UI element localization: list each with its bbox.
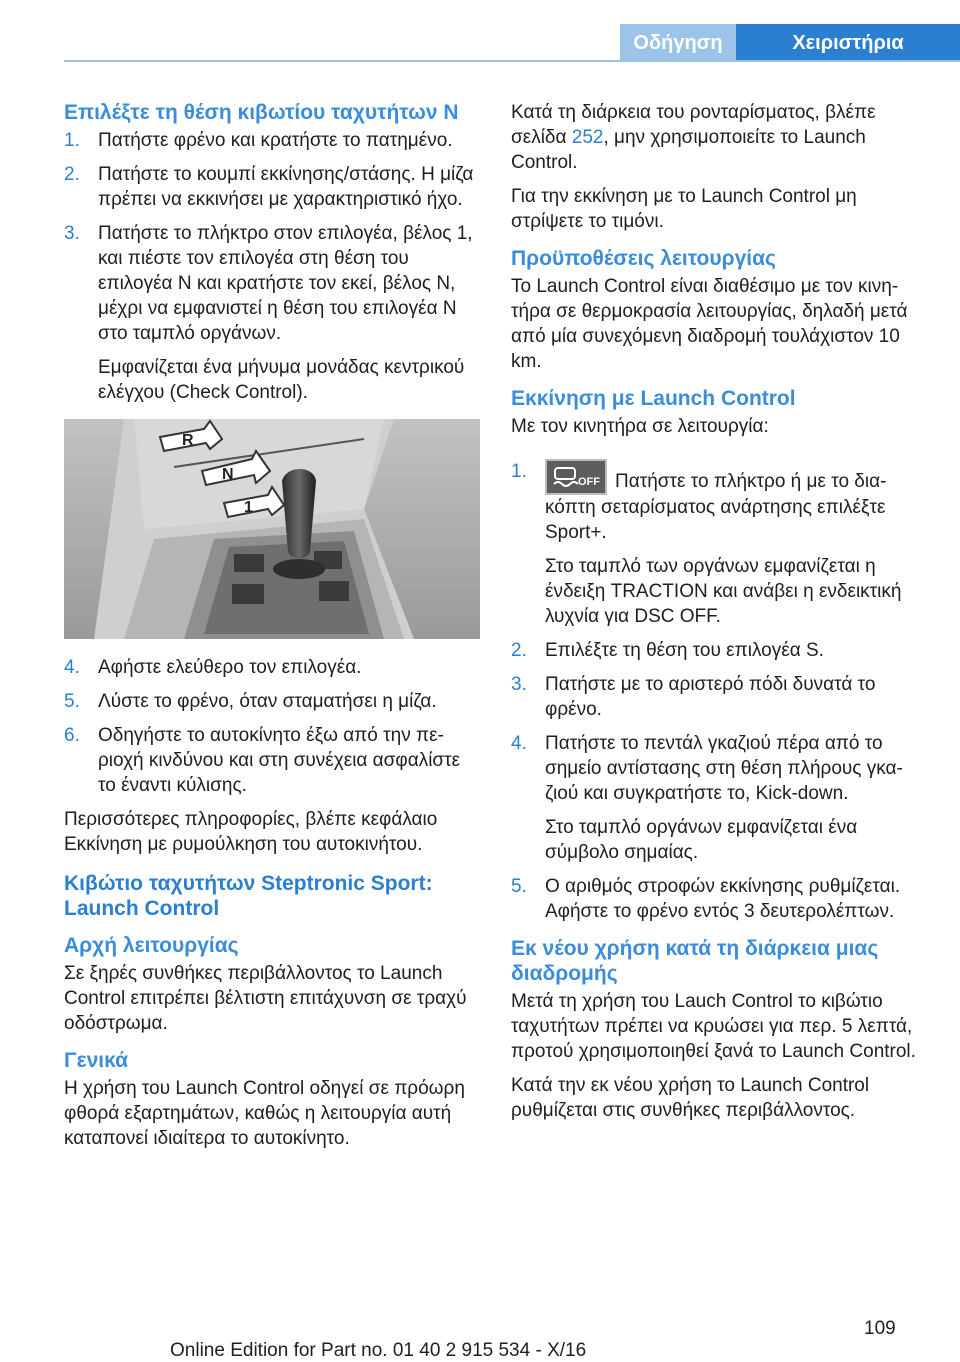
- step-text: Πατήστε φρένο και κρατήστε το πατημένο.: [98, 130, 453, 151]
- step-text: Πατήστε το πεντάλ γκαζιού πέρα από το σημείο αντίστασης στη θέση πλήρους γκαζιού και συγκρατήστε το, Kick-down.: [545, 733, 903, 804]
- list-item: [511, 672, 929, 722]
- step-subtext: Εμφανίζεται ένα μήνυμα μονάδας κεντρικού ελέγχου (Check Control).: [98, 357, 465, 403]
- left-column: [64, 100, 480, 1160]
- heading-start-launch: Εκκίνηση με Launch Control: [511, 387, 796, 410]
- footer-edition: Online Edition for Part no. 01 40 2 915 534 - X/16: [170, 1340, 587, 1361]
- step-text: Πατήστε με το αριστερό πόδι δυνατά το φρένο.: [545, 674, 876, 720]
- step-number: 1.: [64, 130, 80, 151]
- list-item: [64, 162, 480, 212]
- step-text: Οδηγήστε το αυτοκίνητο έξω από την περιοχή κινδύνου και στη συνέχεια ασφαλίστε το έναντι κύλισης.: [98, 725, 461, 796]
- principle-text: Σε ξηρές συνθήκες περιβάλλοντος το Launch Control επιτρέπει βέλτιστη επιτάχυνση σε τραχύ οδόστρωμα.: [64, 963, 467, 1034]
- launch-steps-list: [511, 459, 929, 924]
- start-text: Με τον κινητήρα σε λειτουργία:: [511, 416, 769, 437]
- step-text: Επιλέξτε τη θέση του επιλογέα S.: [545, 640, 824, 661]
- page-header: [0, 0, 960, 62]
- label-n: N: [222, 466, 234, 483]
- step-text: Πατήστε το κουμπί εκκίνησης/στάσης. Η μίζα πρέπει να εκκινήσει με χαρακτηριστικό ήχο.: [98, 164, 474, 210]
- step-number: 3.: [64, 223, 80, 244]
- step-number: 3.: [511, 674, 527, 695]
- step-number: 5.: [511, 876, 527, 897]
- prerequisites-text: Το Launch Control είναι διαθέσιμο με τον κινητήρα σε θερμοκρασία λειτουργίας, δηλαδή μετά από μία συνεχόμενη διαδρομή τουλάχιστον 10 km.: [511, 276, 908, 372]
- list-item: [64, 128, 480, 153]
- break-in-text: [511, 100, 929, 175]
- break-in-text-b: , μην χρησιμοποιείτε το Launch Control.: [511, 127, 866, 173]
- heading-general: Γενικά: [64, 1049, 129, 1072]
- steps-list-1: [64, 128, 480, 405]
- tab-controls[interactable]: Χειριστήρια: [736, 24, 960, 62]
- list-item: [64, 689, 480, 714]
- header-divider: [64, 60, 960, 62]
- more-info-text: Περισσότερες πληροφορίες, βλέπε κεφάλαιο Εκκίνηση με ρυμούλκηση του αυτοκινήτου.: [64, 809, 438, 855]
- step-number: 2.: [64, 164, 80, 185]
- step-number: 6.: [64, 725, 80, 746]
- right-column: [511, 100, 929, 1132]
- dsc-off-button-icon: [545, 459, 607, 495]
- label-1: 1: [244, 499, 253, 516]
- heading-reuse: Εκ νέου χρήση κατά τη διάρκεια μιας διαδρομής: [511, 937, 879, 985]
- break-in-text-a: Κατά τη διάρκεια του ρονταρίσματος, βλέπε σελίδα: [511, 102, 876, 148]
- list-item: [64, 723, 480, 798]
- label-r: R: [182, 432, 194, 449]
- page-number: 109: [864, 1318, 896, 1339]
- tab-driving[interactable]: Οδήγηση: [620, 24, 736, 62]
- step-number: 1.: [511, 461, 527, 482]
- list-item: [511, 459, 929, 629]
- step-text: Πατήστε το πλήκτρο ή με το διακόπτη σεταρίσματος ανάρτησης επιλέξτε Sport+.: [545, 471, 887, 543]
- steering-text: Για την εκκίνηση με το Launch Control μη στρίψετε το τιμόνι.: [511, 186, 857, 232]
- steps-list-2: [64, 655, 480, 798]
- step-number: 5.: [64, 691, 80, 712]
- list-item: [64, 221, 480, 405]
- heading-prerequisites: Προϋποθέσεις λειτουργίας: [511, 247, 776, 270]
- step-number: 4.: [64, 657, 80, 678]
- reuse-text-1: Μετά τη χρήση του Lauch Control το κιβώτιο ταχυτήτων πρέπει να κρυώσει για περ. 5 λεπτά, προτού χρησιμοποιηθεί ξανά το Launch Control.: [511, 991, 916, 1062]
- step-text: Λύστε το φρένο, όταν σταματήσει η μίζα.: [98, 691, 437, 712]
- step-number: 4.: [511, 733, 527, 754]
- page-link-252[interactable]: 252: [571, 127, 604, 148]
- gear-selector-illustration: [64, 419, 480, 639]
- heading-launch-control: Κιβώτιο ταχυτήτων Steptronic Sport: Launch Control: [64, 872, 433, 920]
- step-subtext: Στο ταμπλό οργάνων εμφανίζεται ένα σύμβολο σημαίας.: [545, 817, 858, 863]
- list-item: [511, 874, 929, 924]
- step-text: Πατήστε το πλήκτρο στον επιλογέα, βέλος 1, και πιέστε τον επιλογέα στη θέση του επιλογέα N και κρατήστε τον εκεί, βέλος N, μέχρι να εμφανιστεί η θέση του επιλογέα N στο ταμπλό οργάνων.: [98, 223, 473, 344]
- step-text: Ο αριθμός στροφών εκκίνησης ρυθμίζεται. Αφήστε το φρένο εντός 3 δευτερολέπτων.: [545, 876, 901, 922]
- gear-selector-figure: [64, 419, 480, 639]
- heading-principle: Αρχή λειτουργίας: [64, 934, 239, 957]
- step-text: Αφήστε ελεύθερο τον επιλογέα.: [98, 657, 362, 678]
- reuse-text-2: Κατά την εκ νέου χρήση το Launch Control ρυθμίζεται στις συνθήκες περιβάλλοντος.: [511, 1075, 870, 1121]
- car-skid-icon: [550, 464, 580, 492]
- general-text: Η χρήση του Launch Control οδηγεί σε πρόωρη φθορά εξαρτημάτων, καθώς η λειτουργία αυτή καταπονεί ιδιαίτερα το αυτοκίνητο.: [64, 1078, 465, 1149]
- list-item: [511, 638, 929, 663]
- step-subtext: Στο ταμπλό των οργάνων εμφανίζεται η ένδειξη TRACTION και ανάβει η ενδεικτική λυχνία για DSC OFF.: [545, 556, 902, 627]
- list-item: [64, 655, 480, 680]
- list-item: [511, 731, 929, 865]
- step-number: 2.: [511, 640, 527, 661]
- heading-neutral: Επιλέξτε τη θέση κιβωτίου ταχυτήτων N: [64, 101, 459, 124]
- off-label: OFF: [578, 476, 600, 488]
